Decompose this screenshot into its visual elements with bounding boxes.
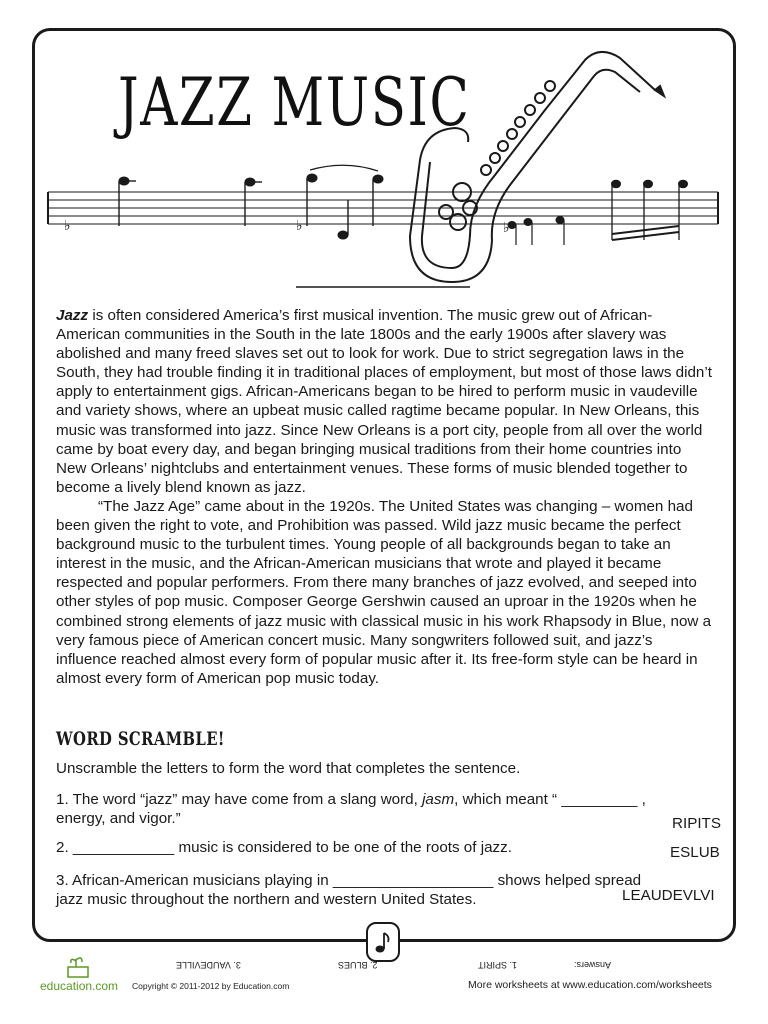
paragraph-2: “The Jazz Age” came about in the 1920s. The United States was changing – women had been given the right to vote, and Prohibition was passed. Wild jazz music became the perfect background music to the turbulent times. Young people of all backgrounds began to take an interest in the music, and the African-American musicians that wrote and played it became respected and popular performers. From there many branches of jazz evolved, and seeped into other styles of pop music. Composer George Gershwin caused an uproar in the 1920s when he combined strong elements of jazz music with classical music in his work Rhapsody in Blue, now a very famous piece of American concert music. Many songwriters followed suit, and jazz’s influence reached almost every form of popular music after it. Its free-form style can be heard in almost every form of American pop music today.: [56, 497, 712, 687]
question-2: 2. ____________ music is considered to be one of the roots of jazz.: [56, 839, 512, 856]
lead-word: Jazz: [56, 307, 89, 324]
footer-answer-2: 2. BLUES: [338, 960, 378, 970]
sprout-logo-icon: [64, 955, 94, 979]
footer-answer-1: 1. SPIRIT: [478, 960, 518, 970]
saxophone-illustration: [410, 52, 664, 282]
footer-answer-3: 3. VAUDEVILLE: [176, 960, 241, 970]
page-title: JAZZ MUSIC: [118, 64, 471, 141]
q1-word: jasm: [422, 791, 455, 808]
instructions: Unscramble the letters to form the word that completes the sentence.: [56, 760, 521, 777]
q1-post: , which meant “ _________ ,: [454, 791, 646, 808]
more-worksheets-link[interactable]: More worksheets at www.education.com/worksheets: [468, 979, 712, 991]
music-staff-lines: [48, 192, 718, 224]
education-logo[interactable]: education.com: [40, 979, 119, 993]
question-3: 3. African-American musicians playing in ___________________ shows helped spread: [56, 872, 642, 889]
q1-pre: 1. The word “jazz” may have come from a slang word,: [56, 791, 423, 808]
question-1: [56, 790, 646, 809]
question-3-line-2: jazz music throughout the northern and western United States.: [56, 891, 477, 908]
footer-answers-label: Answers:: [574, 960, 612, 970]
scrambled-word-1: RIPITS: [672, 815, 721, 832]
paragraph-1: [56, 306, 712, 497]
music-note-badge: [366, 922, 400, 962]
svg-text:♭: ♭: [503, 220, 510, 236]
word-scramble-heading: WORD SCRAMBLE!: [56, 728, 225, 750]
paragraph-1-text: is often considered America’s first musical invention. The music grew out of African-American communities in the South in the late 1800s and the early 1900s after slavery was abolished and many freed slaves set out to look for work. Due to strict segregation laws in the South, they had trouble finding it in traditional places of employment, but most of those laws didn’t apply to entertainment gigs. African-Americans began to be hired to perform music in vaudeville and variety shows, where an upbeat music called ragtime became popular. In New Orleans, this music was transformed into jazz. Since New Orleans is a port city, people from all over the world came by boat every day, and began bringing musical traditions from their home countries into New Orleans’ nightclubs and entertainment venues. These forms of music blended together to become a lively blend known as jazz.: [56, 307, 712, 496]
scrambled-word-3: LEAUDEVLVI: [622, 887, 715, 904]
music-notes: [64, 165, 688, 245]
music-note-icon: [374, 930, 392, 954]
question-1-line-2: energy, and vigor.”: [56, 810, 181, 827]
scrambled-word-2: ESLUB: [670, 844, 720, 861]
article-body: [56, 306, 712, 688]
copyright: Copyright © 2011-2012 by Education.com: [132, 981, 290, 991]
music-staff-illustration: [0, 0, 768, 300]
svg-text:♭: ♭: [64, 218, 71, 234]
svg-text:♭: ♭: [296, 218, 303, 234]
